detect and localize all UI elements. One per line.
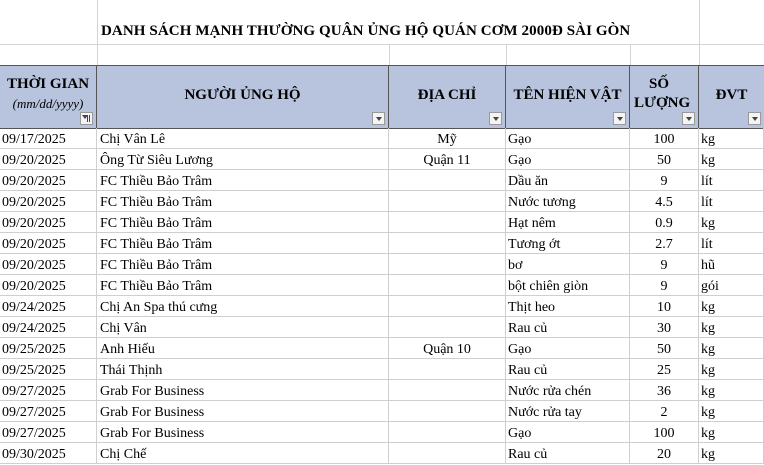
cell-quantity[interactable]: 2 <box>630 401 699 422</box>
cell-address[interactable]: Quận 11 <box>389 149 506 170</box>
cell-unit[interactable]: kg <box>699 212 764 233</box>
table-row <box>0 359 764 380</box>
data-rows <box>0 128 764 464</box>
cell-address[interactable] <box>389 275 506 296</box>
cell-donor[interactable]: Anh Hiếu <box>97 338 389 359</box>
header-item[interactable] <box>506 66 630 128</box>
cell-item[interactable]: Thịt heo <box>506 296 630 317</box>
cell-unit[interactable]: kg <box>699 128 764 149</box>
sheet-title[interactable]: DANH SÁCH MẠNH THƯỜNG QUÂN ỦNG HỘ QUÁN CƠM 2000Đ SÀI GÒN <box>101 23 631 39</box>
cell-address[interactable]: Mỹ <box>389 128 506 149</box>
cell-donor[interactable]: Chị Vân <box>97 317 389 338</box>
cell-donor[interactable]: FC Thiều Bảo Trâm <box>97 233 389 254</box>
cell-item[interactable]: Gạo <box>506 338 630 359</box>
cell-unit[interactable]: lít <box>699 233 764 254</box>
cell-unit[interactable]: kg <box>699 443 764 464</box>
table-row <box>0 212 764 233</box>
table-row <box>0 149 764 170</box>
cell-item[interactable]: Dầu ăn <box>506 170 630 191</box>
cell-address[interactable] <box>389 254 506 275</box>
header-item-label: TÊN HIỆN VẬT <box>513 87 622 103</box>
cell-quantity[interactable]: 25 <box>630 359 699 380</box>
table-row <box>0 443 764 464</box>
cell-date[interactable]: 09/25/2025 <box>0 338 97 359</box>
cell-address[interactable] <box>389 443 506 464</box>
filter-dropdown-icon[interactable] <box>489 112 502 125</box>
cell-address[interactable] <box>389 296 506 317</box>
cell-donor[interactable]: Ông Từ Siêu Lương <box>97 149 389 170</box>
cell-quantity[interactable]: 30 <box>630 317 699 338</box>
filter-dropdown-icon[interactable] <box>748 112 761 125</box>
blank-row[interactable] <box>0 45 764 66</box>
cell-item[interactable]: bột chiên giòn <box>506 275 630 296</box>
cell-quantity[interactable]: 50 <box>630 338 699 359</box>
title-row <box>0 0 764 45</box>
cell-donor[interactable]: FC Thiều Bảo Trâm <box>97 254 389 275</box>
cell-date[interactable]: 09/24/2025 <box>0 317 97 338</box>
cell-unit[interactable]: lít <box>699 191 764 212</box>
cell-date[interactable]: 09/20/2025 <box>0 170 97 191</box>
cell-item[interactable]: Rau củ <box>506 317 630 338</box>
cell-quantity[interactable]: 100 <box>630 128 699 149</box>
cell-date[interactable]: 09/20/2025 <box>0 212 97 233</box>
cell-donor[interactable]: Grab For Business <box>97 422 389 443</box>
cell-item[interactable]: Rau củ <box>506 443 630 464</box>
cell-donor[interactable]: Chị Chế <box>97 443 389 464</box>
cell-unit[interactable]: hũ <box>699 254 764 275</box>
cell-donor[interactable]: FC Thiều Bảo Trâm <box>97 170 389 191</box>
cell-quantity[interactable]: 9 <box>630 275 699 296</box>
cell-address[interactable] <box>389 422 506 443</box>
cell-quantity[interactable]: 2.7 <box>630 233 699 254</box>
cell-item[interactable]: Nước rửa tay <box>506 401 630 422</box>
cell-donor[interactable]: Chị An Spa thú cưng <box>97 296 389 317</box>
filter-dropdown-icon[interactable] <box>682 112 695 125</box>
cell-donor[interactable]: Grab For Business <box>97 401 389 422</box>
cell-quantity[interactable]: 20 <box>630 443 699 464</box>
cell-address[interactable] <box>389 317 506 338</box>
cell-unit[interactable]: kg <box>699 338 764 359</box>
table-row <box>0 422 764 443</box>
cell-item[interactable]: Gạo <box>506 149 630 170</box>
cell-date[interactable]: 09/20/2025 <box>0 149 97 170</box>
header-quantity-label: SỐ LƯỢNG <box>634 76 691 111</box>
header-address-label: ĐỊA CHỈ <box>417 87 477 103</box>
cell-quantity[interactable]: 100 <box>630 422 699 443</box>
cell-address[interactable] <box>389 380 506 401</box>
cell-quantity[interactable]: 9 <box>630 254 699 275</box>
header-time-format: (mm/dd/yyyy) <box>12 96 84 111</box>
cell-donor[interactable]: FC Thiều Bảo Trâm <box>97 191 389 212</box>
filter-dropdown-icon[interactable] <box>613 112 626 125</box>
cell-address[interactable] <box>389 401 506 422</box>
cell-address[interactable] <box>389 233 506 254</box>
cell-item[interactable]: Nước rửa chén <box>506 380 630 401</box>
cell-unit[interactable]: kg <box>699 380 764 401</box>
cell-quantity[interactable]: 10 <box>630 296 699 317</box>
cell-quantity[interactable]: 36 <box>630 380 699 401</box>
cell-date[interactable]: 09/25/2025 <box>0 359 97 380</box>
cell-date[interactable]: 09/20/2025 <box>0 233 97 254</box>
filter-dropdown-icon[interactable] <box>372 112 385 125</box>
cell-unit[interactable]: gói <box>699 275 764 296</box>
cell-quantity[interactable]: 9 <box>630 170 699 191</box>
cell-date[interactable]: 09/17/2025 <box>0 128 97 149</box>
cell-date[interactable]: 09/24/2025 <box>0 296 97 317</box>
cell-quantity[interactable]: 50 <box>630 149 699 170</box>
table-row <box>0 296 764 317</box>
cell-address[interactable] <box>389 191 506 212</box>
cell-unit[interactable]: kg <box>699 422 764 443</box>
table-row <box>0 254 764 275</box>
header-address[interactable] <box>389 66 506 128</box>
cell-date[interactable]: 09/20/2025 <box>0 191 97 212</box>
cell-date[interactable]: 09/27/2025 <box>0 422 97 443</box>
cell-donor[interactable]: FC Thiều Bảo Trâm <box>97 275 389 296</box>
header-donor[interactable] <box>97 66 389 128</box>
cell-item[interactable]: bơ <box>506 254 630 275</box>
cell-item[interactable]: Hạt nêm <box>506 212 630 233</box>
table-row <box>0 128 764 149</box>
table-row <box>0 380 764 401</box>
cell-item[interactable]: Gạo <box>506 422 630 443</box>
header-donor-label: NGƯỜI ỦNG HỘ <box>184 87 301 103</box>
cell-unit[interactable]: kg <box>699 359 764 380</box>
cell-address[interactable] <box>389 212 506 233</box>
cell-address[interactable] <box>389 359 506 380</box>
table-row <box>0 170 764 191</box>
header-time-label: THỜI GIAN <box>6 76 90 92</box>
cell-date[interactable]: 09/27/2025 <box>0 401 97 422</box>
cell-item[interactable]: Nước tương <box>506 191 630 212</box>
header-unit[interactable] <box>699 66 764 128</box>
cell-donor[interactable]: FC Thiều Bảo Trâm <box>97 212 389 233</box>
cell-unit[interactable]: kg <box>699 317 764 338</box>
header-unit-label: ĐVT <box>715 87 748 103</box>
header-row <box>0 65 764 129</box>
cell-quantity[interactable]: 0.9 <box>630 212 699 233</box>
cell-unit[interactable]: kg <box>699 401 764 422</box>
header-quantity[interactable] <box>630 66 699 128</box>
cell-date[interactable]: 09/27/2025 <box>0 380 97 401</box>
cell-address[interactable]: Quận 10 <box>389 338 506 359</box>
table-row <box>0 233 764 254</box>
cell-item[interactable]: Tương ớt <box>506 233 630 254</box>
table-row <box>0 275 764 296</box>
cell-donor[interactable]: Chị Vân Lê <box>97 128 389 149</box>
cell-unit[interactable]: kg <box>699 296 764 317</box>
table-row <box>0 401 764 422</box>
cell-item[interactable]: Rau củ <box>506 359 630 380</box>
table-row <box>0 191 764 212</box>
table-row <box>0 317 764 338</box>
filter-active-icon[interactable] <box>80 112 93 125</box>
cell-unit[interactable]: lít <box>699 170 764 191</box>
cell-donor[interactable]: Thái Thịnh <box>97 359 389 380</box>
cell-unit[interactable]: kg <box>699 149 764 170</box>
cell-address[interactable] <box>389 170 506 191</box>
table-row <box>0 338 764 359</box>
cell-donor[interactable]: Grab For Business <box>97 380 389 401</box>
header-time[interactable] <box>0 66 97 128</box>
cell-date[interactable]: 09/20/2025 <box>0 275 97 296</box>
cell-quantity[interactable]: 4.5 <box>630 191 699 212</box>
cell-item[interactable]: Gạo <box>506 128 630 149</box>
cell-date[interactable]: 09/20/2025 <box>0 254 97 275</box>
cell-date[interactable]: 09/30/2025 <box>0 443 97 464</box>
